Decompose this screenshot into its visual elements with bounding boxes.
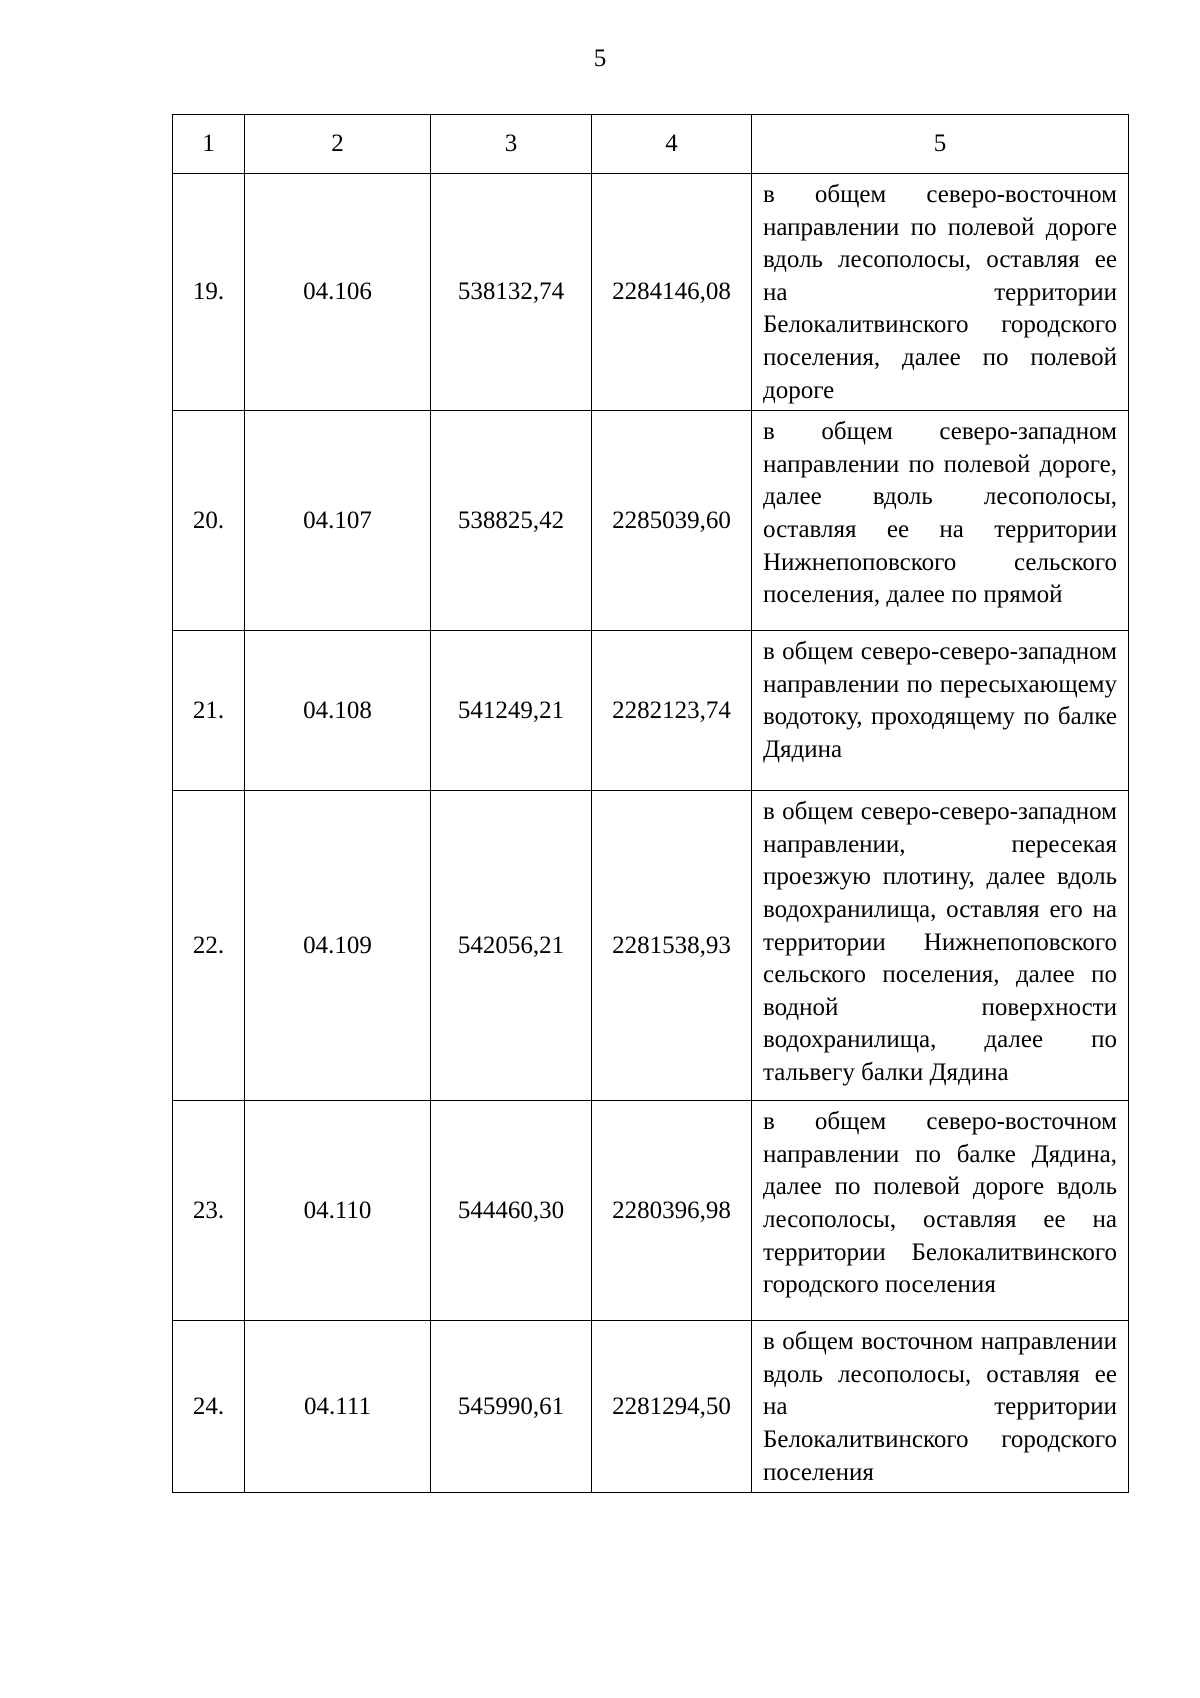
column-header-2: 2 bbox=[245, 115, 431, 174]
row-number: 23. bbox=[173, 1101, 245, 1321]
boundary-description: в общем северо-северо-западном направлении, пересекая проезжую плотину, далее вдоль водохранилища, оставляя его на территории Нижнепоповского сельского поселения, далее по водной поверхности водохранилища, далее по тальвегу балки Дядина bbox=[752, 791, 1129, 1101]
boundary-description: в общем восточном направлении вдоль лесополосы, оставляя ее на территории Белокалитвинского городского поселения bbox=[752, 1321, 1129, 1493]
point-id: 04.111 bbox=[245, 1321, 431, 1493]
table-row bbox=[173, 1321, 1129, 1493]
table-row bbox=[173, 174, 1129, 411]
row-number: 24. bbox=[173, 1321, 245, 1493]
column-header-4: 4 bbox=[592, 115, 752, 174]
boundary-description: в общем северо-восточном направлении по полевой дороге вдоль лесополосы, оставляя ее на территории Белокалитвинского городского поселения, далее по полевой дороге bbox=[752, 174, 1129, 411]
coordinate-y: 2281294,50 bbox=[592, 1321, 752, 1493]
coordinate-y: 2285039,60 bbox=[592, 411, 752, 631]
coordinate-x: 545990,61 bbox=[431, 1321, 592, 1493]
point-id: 04.106 bbox=[245, 174, 431, 411]
point-id: 04.109 bbox=[245, 791, 431, 1101]
table-header-row bbox=[173, 115, 1129, 174]
coordinate-x: 542056,21 bbox=[431, 791, 592, 1101]
coordinate-x: 538132,74 bbox=[431, 174, 592, 411]
coordinate-y: 2280396,98 bbox=[592, 1101, 752, 1321]
column-header-1: 1 bbox=[173, 115, 245, 174]
row-number: 19. bbox=[173, 174, 245, 411]
boundary-description: в общем северо-восточном направлении по балке Дядина, далее по полевой дороге вдоль лесополосы, оставляя ее на территории Белокалитвинского городского поселения bbox=[752, 1101, 1129, 1321]
table-row bbox=[173, 411, 1129, 631]
row-number: 22. bbox=[173, 791, 245, 1101]
point-id: 04.107 bbox=[245, 411, 431, 631]
boundary-points-table bbox=[172, 114, 1129, 1493]
coordinate-y: 2284146,08 bbox=[592, 174, 752, 411]
coordinate-y: 2281538,93 bbox=[592, 791, 752, 1101]
coordinate-y: 2282123,74 bbox=[592, 631, 752, 791]
point-id: 04.110 bbox=[245, 1101, 431, 1321]
row-number: 20. bbox=[173, 411, 245, 631]
point-id: 04.108 bbox=[245, 631, 431, 791]
boundary-description: в общем северо-северо-западном направлении по пересыхающему водотоку, проходящему по балке Дядина bbox=[752, 631, 1129, 791]
column-header-5: 5 bbox=[752, 115, 1129, 174]
row-number: 21. bbox=[173, 631, 245, 791]
table-row bbox=[173, 631, 1129, 791]
coordinate-x: 541249,21 bbox=[431, 631, 592, 791]
page-number: 5 bbox=[593, 45, 607, 72]
boundary-description: в общем северо-западном направлении по полевой дороге, далее вдоль лесополосы, оставляя ее на территории Нижнепоповского сельского поселения, далее по прямой bbox=[752, 411, 1129, 631]
table-row bbox=[173, 791, 1129, 1101]
coordinate-x: 544460,30 bbox=[431, 1101, 592, 1321]
coordinate-x: 538825,42 bbox=[431, 411, 592, 631]
table-row bbox=[173, 1101, 1129, 1321]
column-header-3: 3 bbox=[431, 115, 592, 174]
